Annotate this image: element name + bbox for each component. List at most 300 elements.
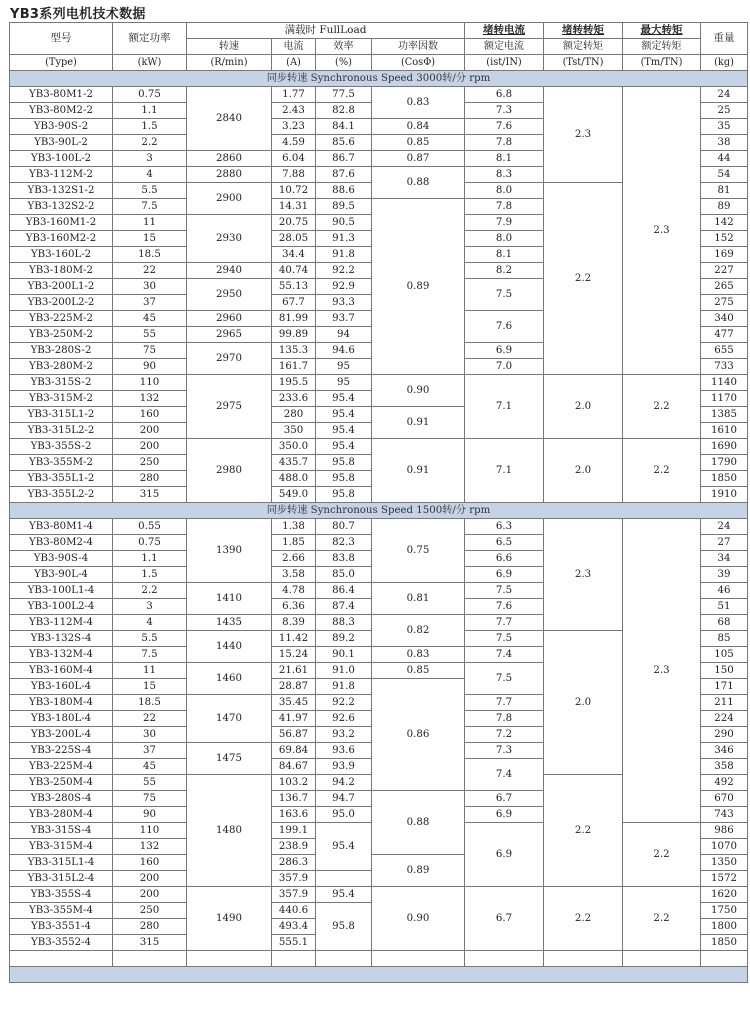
cell-power: 3 [113, 151, 187, 167]
cell-power: 160 [113, 855, 187, 871]
cell-locked-current: 7.1 [465, 439, 544, 503]
cell-efficiency: 90.1 [316, 647, 372, 663]
cell-model: YB3-100L-2 [10, 151, 113, 167]
unit-kg: (kg) [701, 55, 748, 71]
cell-model: YB3-160M-4 [10, 663, 113, 679]
cell-current: 4.78 [272, 583, 316, 599]
cell-power: 18.5 [113, 247, 187, 263]
cell-current: 350 [272, 423, 316, 439]
cell-model: YB3-200L-4 [10, 727, 113, 743]
cell-locked-torque: 2.3 [544, 519, 623, 631]
unit-tst: (Tst/TN) [544, 55, 623, 71]
cell-power-factor: 0.81 [372, 583, 465, 615]
cell-power-factor: 0.87 [372, 151, 465, 167]
cell-power: 1.1 [113, 103, 187, 119]
cell-weight: 142 [701, 215, 748, 231]
blank-cell [187, 951, 272, 967]
cell-weight: 655 [701, 343, 748, 359]
cell-weight: 211 [701, 695, 748, 711]
cell-efficiency: 83.8 [316, 551, 372, 567]
cell-power: 132 [113, 839, 187, 855]
cell-model: YB3-315L2-2 [10, 423, 113, 439]
cell-weight: 670 [701, 791, 748, 807]
cell-power: 7.5 [113, 199, 187, 215]
cell-max-torque: 2.2 [623, 887, 701, 951]
cell-weight: 227 [701, 263, 748, 279]
cell-weight: 1850 [701, 935, 748, 951]
cell-efficiency: 93.6 [316, 743, 372, 759]
cell-efficiency: 85.0 [316, 567, 372, 583]
cell-current: 233.6 [272, 391, 316, 407]
blank-cell [623, 951, 701, 967]
cell-efficiency: 91.0 [316, 663, 372, 679]
cell-efficiency [316, 871, 372, 887]
cell-power: 250 [113, 455, 187, 471]
cell-power-factor: 0.89 [372, 855, 465, 887]
cell-model: YB3-225M-2 [10, 311, 113, 327]
cell-model: YB3-315M-4 [10, 839, 113, 855]
cell-efficiency: 80.7 [316, 519, 372, 535]
cell-locked-current: 7.4 [465, 759, 544, 791]
cell-weight: 150 [701, 663, 748, 679]
blank-cell [113, 951, 187, 967]
cell-power: 11 [113, 215, 187, 231]
cell-weight: 51 [701, 599, 748, 615]
cell-locked-current: 7.7 [465, 695, 544, 711]
cell-current: 14.31 [272, 199, 316, 215]
cell-power: 0.75 [113, 535, 187, 551]
cell-power: 45 [113, 759, 187, 775]
cell-model: YB3-132S1-2 [10, 183, 113, 199]
table-row [10, 887, 748, 903]
cell-current: 1.38 [272, 519, 316, 535]
cell-power: 1.1 [113, 551, 187, 567]
cell-locked-current: 6.7 [465, 791, 544, 807]
cell-locked-current: 7.8 [465, 711, 544, 727]
cell-weight: 171 [701, 679, 748, 695]
cell-power: 75 [113, 343, 187, 359]
cell-current: 15.24 [272, 647, 316, 663]
cell-model: YB3-100L1-4 [10, 583, 113, 599]
cell-efficiency: 82.3 [316, 535, 372, 551]
cell-model: YB3-355L2-2 [10, 487, 113, 503]
cell-current: 350.0 [272, 439, 316, 455]
cell-model: YB3-160L-2 [10, 247, 113, 263]
cell-efficiency: 94.7 [316, 791, 372, 807]
cell-current: 1.77 [272, 87, 316, 103]
footer-band-cell [10, 967, 748, 983]
cell-power: 15 [113, 679, 187, 695]
cell-efficiency: 93.9 [316, 759, 372, 775]
section-3000 [10, 71, 748, 87]
cell-locked-torque: 2.0 [544, 375, 623, 439]
cell-speed: 1460 [187, 663, 272, 695]
cell-current: 35.45 [272, 695, 316, 711]
cell-efficiency: 94.2 [316, 775, 372, 791]
cell-model: YB3-315L1-2 [10, 407, 113, 423]
cell-weight: 24 [701, 519, 748, 535]
cell-locked-current: 8.0 [465, 183, 544, 199]
cell-weight: 1850 [701, 471, 748, 487]
cell-weight: 1070 [701, 839, 748, 855]
cell-power: 315 [113, 487, 187, 503]
cell-efficiency: 93.3 [316, 295, 372, 311]
table-row [10, 439, 748, 455]
cell-max-torque: 2.3 [623, 87, 701, 375]
cell-model: YB3-90S-2 [10, 119, 113, 135]
cell-locked-current: 8.3 [465, 167, 544, 183]
cell-locked-current: 7.6 [465, 599, 544, 615]
cell-efficiency: 95.4 [316, 823, 372, 871]
cell-current: 1.85 [272, 535, 316, 551]
cell-current: 28.87 [272, 679, 316, 695]
header-row-1 [10, 23, 748, 39]
cell-current: 55.13 [272, 279, 316, 295]
cell-current: 488.0 [272, 471, 316, 487]
cell-weight: 477 [701, 327, 748, 343]
cell-weight: 1170 [701, 391, 748, 407]
header-power: 额定功率 [113, 23, 187, 55]
cell-weight: 89 [701, 199, 748, 215]
cell-power: 4 [113, 615, 187, 631]
cell-efficiency: 82.8 [316, 103, 372, 119]
blank-cell [10, 951, 113, 967]
cell-power: 4 [113, 167, 187, 183]
cell-speed: 2900 [187, 183, 272, 215]
cell-locked-torque: 2.0 [544, 439, 623, 503]
cell-power: 22 [113, 263, 187, 279]
cell-model: YB3-80M2-4 [10, 535, 113, 551]
header-speed: 转速 [187, 39, 272, 55]
cell-locked-current: 8.1 [465, 247, 544, 263]
cell-model: YB3-80M1-4 [10, 519, 113, 535]
cell-power-factor: 0.90 [372, 887, 465, 951]
cell-efficiency: 95.8 [316, 487, 372, 503]
cell-power: 30 [113, 279, 187, 295]
cell-efficiency: 95.0 [316, 807, 372, 823]
cell-speed: 1410 [187, 583, 272, 615]
cell-locked-current: 6.7 [465, 887, 544, 951]
blank-cell [316, 951, 372, 967]
cell-power-factor: 0.88 [372, 167, 465, 199]
cell-power: 1.5 [113, 119, 187, 135]
cell-locked-torque: 2.2 [544, 887, 623, 951]
cell-max-torque: 2.3 [623, 519, 701, 823]
cell-locked-current: 7.6 [465, 119, 544, 135]
cell-speed: 2940 [187, 263, 272, 279]
cell-weight: 24 [701, 87, 748, 103]
header-current: 电流 [272, 39, 316, 55]
cell-speed: 2950 [187, 279, 272, 311]
cell-model: YB3-160M1-2 [10, 215, 113, 231]
cell-power-factor: 0.75 [372, 519, 465, 583]
cell-locked-current: 7.7 [465, 615, 544, 631]
cell-weight: 105 [701, 647, 748, 663]
cell-speed: 2880 [187, 167, 272, 183]
header-rated-torque-2: 额定转矩 [623, 39, 701, 55]
cell-locked-current: 8.0 [465, 231, 544, 247]
blank-cell [465, 951, 544, 967]
cell-power: 7.5 [113, 647, 187, 663]
cell-power: 22 [113, 711, 187, 727]
cell-model: YB3-200L2-2 [10, 295, 113, 311]
header-full-load: 满载时 FullLoad [187, 23, 465, 39]
cell-locked-current: 7.8 [465, 199, 544, 215]
cell-power: 5.5 [113, 183, 187, 199]
cell-power-factor: 0.85 [372, 663, 465, 679]
cell-power: 0.55 [113, 519, 187, 535]
cell-efficiency: 95 [316, 375, 372, 391]
cell-weight: 1620 [701, 887, 748, 903]
cell-efficiency: 89.2 [316, 631, 372, 647]
cell-weight: 1140 [701, 375, 748, 391]
cell-speed: 1470 [187, 695, 272, 743]
cell-speed: 2980 [187, 439, 272, 503]
cell-efficiency: 86.4 [316, 583, 372, 599]
blank-cell [544, 951, 623, 967]
cell-power: 5.5 [113, 631, 187, 647]
cell-model: YB3-90L-2 [10, 135, 113, 151]
cell-weight: 224 [701, 711, 748, 727]
cell-current: 41.97 [272, 711, 316, 727]
cell-model: YB3-90L-4 [10, 567, 113, 583]
cell-current: 2.66 [272, 551, 316, 567]
cell-efficiency: 94 [316, 327, 372, 343]
cell-max-torque: 2.2 [623, 439, 701, 503]
cell-speed: 1490 [187, 887, 272, 951]
cell-power-factor: 0.90 [372, 375, 465, 407]
cell-locked-current: 8.1 [465, 151, 544, 167]
cell-locked-current: 6.9 [465, 807, 544, 823]
cell-current: 357.9 [272, 871, 316, 887]
cell-power: 90 [113, 807, 187, 823]
cell-current: 8.39 [272, 615, 316, 631]
cell-efficiency: 93.7 [316, 311, 372, 327]
cell-weight: 85 [701, 631, 748, 647]
cell-weight: 1750 [701, 903, 748, 919]
cell-power: 280 [113, 919, 187, 935]
section-3000-label: 同步转速 Synchronous Speed 3000转/分 rpm [10, 71, 748, 87]
cell-power: 132 [113, 391, 187, 407]
cell-speed: 2960 [187, 311, 272, 327]
cell-weight: 290 [701, 727, 748, 743]
cell-model: YB3-315M-2 [10, 391, 113, 407]
table-row [10, 519, 748, 535]
cell-current: 10.72 [272, 183, 316, 199]
cell-power: 18.5 [113, 695, 187, 711]
cell-current: 161.7 [272, 359, 316, 375]
cell-model: YB3-315L2-4 [10, 871, 113, 887]
cell-model: YB3-160M2-2 [10, 231, 113, 247]
cell-weight: 68 [701, 615, 748, 631]
cell-speed: 2965 [187, 327, 272, 343]
cell-efficiency: 88.3 [316, 615, 372, 631]
cell-speed: 2970 [187, 343, 272, 375]
cell-locked-current: 7.1 [465, 375, 544, 439]
unit-pct: (%) [316, 55, 372, 71]
cell-current: 56.87 [272, 727, 316, 743]
cell-locked-current: 7.8 [465, 135, 544, 151]
cell-power: 200 [113, 871, 187, 887]
cell-current: 4.59 [272, 135, 316, 151]
cell-speed: 1440 [187, 631, 272, 663]
cell-model: YB3-160L-4 [10, 679, 113, 695]
cell-current: 238.9 [272, 839, 316, 855]
cell-model: YB3-132S-4 [10, 631, 113, 647]
cell-weight: 1350 [701, 855, 748, 871]
cell-weight: 1800 [701, 919, 748, 935]
cell-model: YB3-355S-4 [10, 887, 113, 903]
cell-power-factor: 0.83 [372, 647, 465, 663]
cell-power: 280 [113, 471, 187, 487]
blank-cell [701, 951, 748, 967]
cell-efficiency: 90.5 [316, 215, 372, 231]
cell-efficiency: 88.6 [316, 183, 372, 199]
cell-max-torque: 2.2 [623, 823, 701, 887]
cell-speed: 2930 [187, 215, 272, 263]
cell-model: YB3-280S-4 [10, 791, 113, 807]
cell-current: 34.4 [272, 247, 316, 263]
cell-model: YB3-280M-2 [10, 359, 113, 375]
blank-cell [372, 951, 465, 967]
cell-locked-current: 6.3 [465, 519, 544, 535]
header-rated-current: 额定电流 [465, 39, 544, 55]
cell-efficiency: 95.4 [316, 423, 372, 439]
cell-locked-current: 6.9 [465, 823, 544, 887]
cell-power: 2.2 [113, 583, 187, 599]
cell-weight: 1385 [701, 407, 748, 423]
cell-locked-current: 7.5 [465, 663, 544, 695]
cell-power: 200 [113, 439, 187, 455]
cell-current: 69.84 [272, 743, 316, 759]
cell-current: 6.36 [272, 599, 316, 615]
cell-weight: 169 [701, 247, 748, 263]
cell-weight: 34 [701, 551, 748, 567]
cell-current: 357.9 [272, 887, 316, 903]
cell-current: 3.58 [272, 567, 316, 583]
cell-current: 280 [272, 407, 316, 423]
cell-locked-torque: 2.3 [544, 87, 623, 183]
cell-weight: 25 [701, 103, 748, 119]
cell-model: YB3-355L1-2 [10, 471, 113, 487]
cell-current: 40.74 [272, 263, 316, 279]
cell-weight: 39 [701, 567, 748, 583]
cell-power-factor: 0.89 [372, 199, 465, 375]
cell-power: 3 [113, 599, 187, 615]
cell-efficiency: 87.4 [316, 599, 372, 615]
cell-power-factor: 0.91 [372, 407, 465, 439]
cell-power: 55 [113, 775, 187, 791]
cell-current: 435.7 [272, 455, 316, 471]
cell-weight: 1572 [701, 871, 748, 887]
cell-model: YB3-180M-4 [10, 695, 113, 711]
cell-efficiency: 95.4 [316, 439, 372, 455]
unit-ist: (ist/IN) [465, 55, 544, 71]
cell-weight: 492 [701, 775, 748, 791]
cell-speed: 1475 [187, 743, 272, 775]
cell-efficiency: 84.1 [316, 119, 372, 135]
cell-model: YB3-355M-4 [10, 903, 113, 919]
cell-power: 45 [113, 311, 187, 327]
cell-efficiency: 92.9 [316, 279, 372, 295]
cell-weight: 27 [701, 535, 748, 551]
cell-efficiency: 94.6 [316, 343, 372, 359]
cell-weight: 38 [701, 135, 748, 151]
header-max-torque: 最大转矩 [623, 23, 701, 39]
cell-model: YB3-180L-4 [10, 711, 113, 727]
cell-current: 163.6 [272, 807, 316, 823]
cell-model: YB3-250M-4 [10, 775, 113, 791]
cell-locked-current: 7.0 [465, 359, 544, 375]
cell-efficiency: 91.3 [316, 231, 372, 247]
cell-power: 110 [113, 375, 187, 391]
header-units-row [10, 55, 748, 71]
cell-weight: 265 [701, 279, 748, 295]
cell-current: 7.88 [272, 167, 316, 183]
cell-power-factor: 0.82 [372, 615, 465, 647]
cell-model: YB3-355S-2 [10, 439, 113, 455]
spec-table [9, 22, 748, 983]
cell-weight: 358 [701, 759, 748, 775]
cell-power: 110 [113, 823, 187, 839]
cell-locked-current: 6.9 [465, 343, 544, 359]
cell-weight: 1790 [701, 455, 748, 471]
cell-locked-torque: 2.2 [544, 775, 623, 887]
cell-speed: 1390 [187, 519, 272, 583]
cell-locked-current: 7.3 [465, 743, 544, 759]
cell-weight: 275 [701, 295, 748, 311]
cell-efficiency: 91.8 [316, 679, 372, 695]
cell-current: 6.04 [272, 151, 316, 167]
cell-power: 250 [113, 903, 187, 919]
cell-model: YB3-315S-4 [10, 823, 113, 839]
cell-power: 160 [113, 407, 187, 423]
cell-model: YB3-80M2-2 [10, 103, 113, 119]
cell-current: 21.61 [272, 663, 316, 679]
cell-efficiency: 92.6 [316, 711, 372, 727]
cell-model: YB3-280S-2 [10, 343, 113, 359]
cell-power: 200 [113, 887, 187, 903]
cell-locked-current: 7.5 [465, 631, 544, 647]
cell-model: YB3-200L1-2 [10, 279, 113, 295]
cell-locked-current: 6.8 [465, 87, 544, 103]
cell-weight: 340 [701, 311, 748, 327]
cell-current: 493.4 [272, 919, 316, 935]
cell-power-factor: 0.88 [372, 791, 465, 855]
header-locked-current: 堵转电流 [465, 23, 544, 39]
blank-cell [272, 951, 316, 967]
cell-current: 286.3 [272, 855, 316, 871]
cell-locked-current: 8.2 [465, 263, 544, 279]
cell-model: YB3-180M-2 [10, 263, 113, 279]
cell-weight: 346 [701, 743, 748, 759]
cell-weight: 1610 [701, 423, 748, 439]
cell-model: YB3-315L1-4 [10, 855, 113, 871]
cell-efficiency: 93.2 [316, 727, 372, 743]
cell-current: 2.43 [272, 103, 316, 119]
cell-current: 440.6 [272, 903, 316, 919]
cell-current: 549.0 [272, 487, 316, 503]
cell-efficiency: 89.5 [316, 199, 372, 215]
table-row [10, 375, 748, 391]
cell-locked-current: 7.2 [465, 727, 544, 743]
unit-cos: (CosΦ) [372, 55, 465, 71]
cell-efficiency: 95.4 [316, 391, 372, 407]
cell-efficiency: 86.7 [316, 151, 372, 167]
cell-current: 84.67 [272, 759, 316, 775]
page-title: YB3系列电机技术数据 [10, 7, 146, 22]
header-power-factor: 功率因数 [372, 39, 465, 55]
